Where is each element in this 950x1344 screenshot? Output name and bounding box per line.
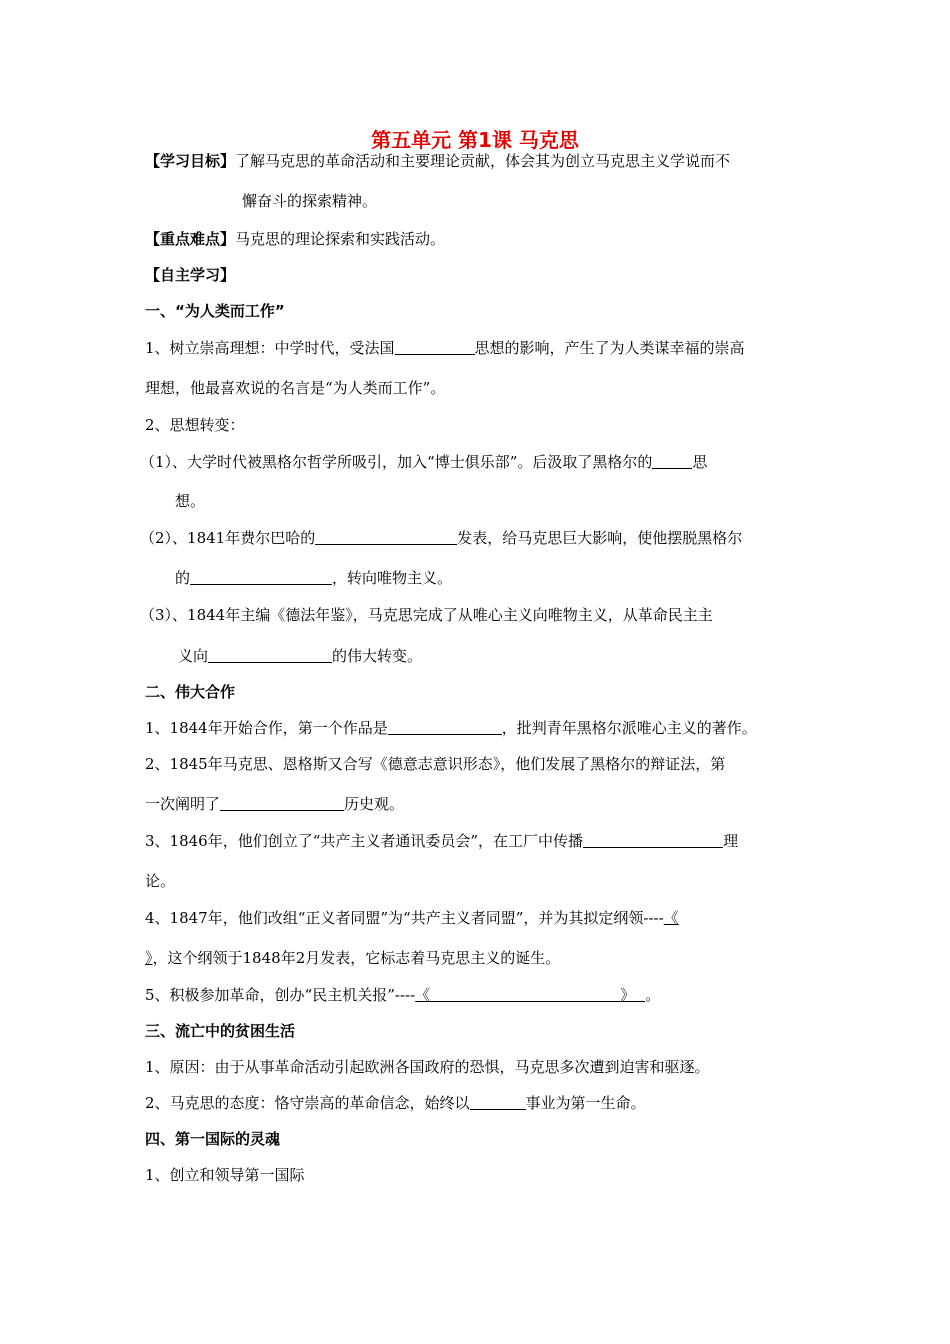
section-4-heading: 四、第一国际的灵魂 bbox=[145, 1130, 281, 1148]
text: 历史观。 bbox=[344, 795, 405, 813]
text: 思想的影响，产生了为人类谋幸福的崇高 bbox=[474, 339, 745, 357]
section-2-item-3-continued: 论。 bbox=[145, 872, 176, 890]
section-2-item-4-continued bbox=[145, 947, 560, 969]
section-2-item-3 bbox=[145, 830, 738, 852]
section-4-item-1: 1、创立和领导第一国际 bbox=[145, 1166, 305, 1184]
text: 。 bbox=[645, 986, 661, 1004]
section-1-point-3: （3）、1844年主编《德法年鉴》，马克思完成了从唯心主义向唯物主义，从革命民主主 bbox=[140, 606, 713, 624]
text: 理 bbox=[723, 832, 739, 850]
text: 发表，给马克思巨大影响，使他摆脱黑格尔 bbox=[457, 529, 743, 547]
fill-blank[interactable] bbox=[635, 985, 645, 1002]
text: 义向 bbox=[178, 647, 209, 665]
text: ，这个纲领于1848年2月发表，它标志着马克思主义的诞生。 bbox=[152, 949, 561, 967]
section-3-item-1: 1、原因：由于从事革命活动引起欧洲各国政府的恐惧，马克思多次遭到迫害和驱逐。 bbox=[145, 1058, 710, 1076]
fill-blank[interactable] bbox=[583, 831, 723, 848]
text: 1、1844年开始合作，第一个作品是 bbox=[145, 719, 388, 737]
text: 5、积极参加革命，创办“民主机关报”---- bbox=[145, 986, 416, 1004]
section-1-point-1-continued: 想。 bbox=[175, 492, 206, 510]
self-study-heading: 【自主学习】 bbox=[145, 266, 236, 284]
fill-blank[interactable] bbox=[190, 568, 332, 585]
text: 的 bbox=[175, 569, 191, 587]
text: 的伟大转变。 bbox=[332, 647, 423, 665]
section-1-point-3-continued bbox=[178, 645, 422, 667]
section-1-item-1 bbox=[145, 337, 745, 359]
text: 4、1847年，他们改组“正义者同盟”为“共产主义者同盟”，并为其拟定纲领---- bbox=[145, 909, 664, 927]
text: 1、树立崇高理想：中学时代，受法国 bbox=[145, 339, 395, 357]
text: 2、马克思的态度：恪守崇高的革命信念，始终以 bbox=[145, 1094, 470, 1112]
text: 《 bbox=[415, 986, 431, 1004]
section-2-item-2: 2、1845年马克思、恩格斯又合写《德意志意识形态》，他们发展了黑格尔的辩证法，第 bbox=[145, 755, 726, 773]
section-1-item-2: 2、思想转变： bbox=[145, 416, 245, 434]
section-1-item-1-continued: 理想，他最喜欢说的名言是“为人类而工作”。 bbox=[145, 379, 446, 397]
text: 事业为第一生命。 bbox=[525, 1094, 646, 1112]
text: 》 bbox=[145, 949, 153, 967]
section-3-heading: 三、流亡中的贫困生活 bbox=[145, 1022, 296, 1040]
fill-blank[interactable] bbox=[470, 1093, 526, 1110]
text: 《 bbox=[663, 909, 679, 927]
fill-blank[interactable] bbox=[395, 338, 475, 355]
section-1-point-2-continued bbox=[175, 567, 452, 589]
key-points-label: 【重点难点】 bbox=[145, 230, 236, 248]
key-points bbox=[145, 228, 445, 250]
page-title: 第五单元 第1课 马克思 bbox=[371, 128, 579, 152]
fill-blank[interactable] bbox=[388, 718, 502, 735]
learning-goal-text: 了解马克思的革命活动和主要理论贡献，体会其为创立马克思主义学说而不 bbox=[235, 152, 731, 170]
fill-blank[interactable] bbox=[208, 646, 332, 663]
fill-blank[interactable] bbox=[652, 452, 692, 469]
section-1-point-1 bbox=[140, 451, 707, 473]
text: ，批判青年黑格尔派唯心主义的著作。 bbox=[501, 719, 757, 737]
fill-blank[interactable] bbox=[430, 985, 620, 1002]
section-2-heading: 二、伟大合作 bbox=[145, 683, 236, 701]
text: 》 bbox=[620, 986, 636, 1004]
text: 一次阐明了 bbox=[145, 795, 221, 813]
key-points-text: 马克思的理论探索和实践活动。 bbox=[235, 230, 446, 248]
fill-blank[interactable] bbox=[315, 528, 457, 545]
section-1-point-2 bbox=[140, 527, 742, 549]
text: （1）、大学时代被黑格尔哲学所吸引，加入“博士俱乐部”。后汲取了黑格尔的 bbox=[140, 453, 653, 471]
fill-blank[interactable] bbox=[220, 794, 344, 811]
text: ，转向唯物主义。 bbox=[332, 569, 453, 587]
text: 3、1846年，他们创立了“共产主义者通讯委员会”，在工厂中传播 bbox=[145, 832, 584, 850]
section-1-heading: 一、“为人类而工作” bbox=[145, 302, 285, 320]
section-2-item-5 bbox=[145, 984, 660, 1006]
text: 思 bbox=[692, 453, 708, 471]
learning-goal-label: 【学习目标】 bbox=[145, 152, 236, 170]
learning-goal bbox=[145, 150, 730, 172]
section-2-item-4 bbox=[145, 907, 679, 929]
section-3-item-2 bbox=[145, 1092, 646, 1114]
text: （2）、1841年费尔巴哈的 bbox=[140, 529, 316, 547]
section-2-item-2-continued bbox=[145, 793, 404, 815]
section-2-item-1 bbox=[145, 717, 757, 739]
learning-goal-continued: 懈奋斗的探索精神。 bbox=[242, 192, 378, 210]
